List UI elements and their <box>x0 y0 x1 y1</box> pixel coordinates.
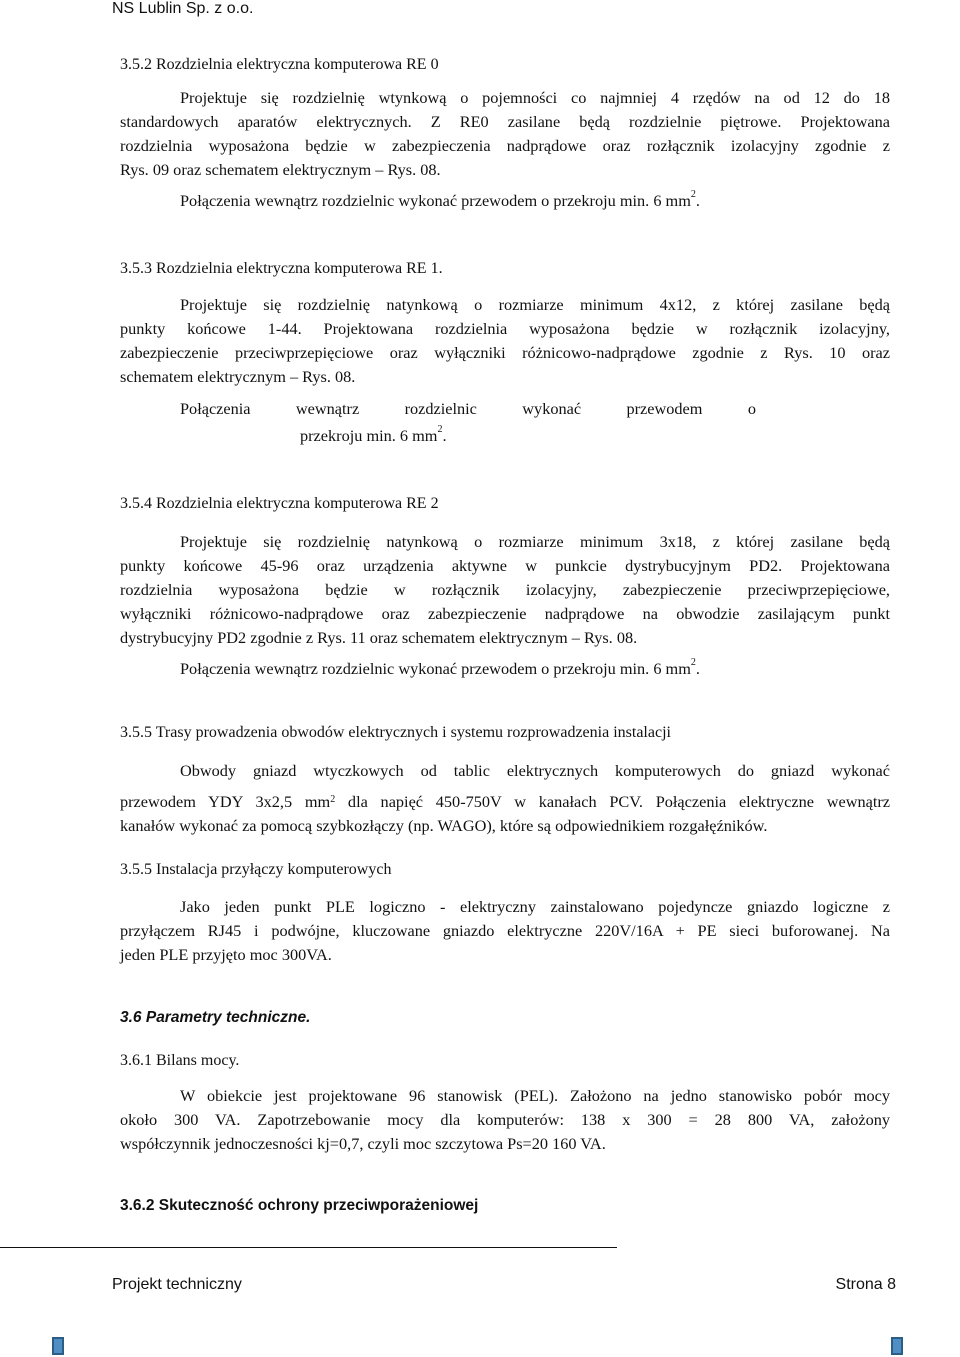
section-heading-3-5-4: 3.5.4 Rozdzielnia elektryczna komputerowa RE 2 <box>120 495 439 512</box>
section-heading-3-5-5-install: 3.5.5 Instalacja przyłączy komputerowych <box>120 861 392 878</box>
body-line: standardowych aparatów elektrycznych. Z RE0 zasilane będą rozdzielnie piętrowe. Projektowana <box>120 112 890 131</box>
connection-note-3-5-2 <box>180 191 700 211</box>
body-line: Jako jeden punkt PLE logiczno - elektryczny zainstalowano pojedyncze gniazdo logiczne z <box>180 897 890 916</box>
superscript: 2 <box>437 424 443 435</box>
connection-note-3-5-3 <box>180 399 756 419</box>
body-line: współczynnik jednoczesności kj=0,7, czyli moc szczytowa Ps=20 160 VA. <box>120 1134 606 1153</box>
body-line: W obiekcie jest projektowane 96 stanowisk (PEL). Założono na jedno stanowisko pobór mocy <box>180 1086 890 1105</box>
connection-word: przewodem <box>626 399 703 418</box>
body-line: przyłączem RJ45 i podwójne, kluczowane gniazdo elektryczne 220V/16A + PE sieci buforowanej. Na <box>120 921 890 940</box>
section-body-3-6-1 <box>120 1084 890 1156</box>
section-heading-3-6-text: 3.6 Parametry techniczne. <box>120 1009 311 1026</box>
connection-word: Połączenia <box>180 399 251 418</box>
connection-end: . <box>695 659 700 678</box>
connection-note-3-5-3-cont <box>300 426 447 446</box>
section-heading-3-6-1: 3.6.1 Bilans mocy. <box>120 1052 240 1069</box>
body-line <box>120 790 890 814</box>
footer-divider <box>0 1247 617 1248</box>
body-line: kanałów wykonać za pomocą szybkozłączy (np. WAGO), które są odpowiednikiem rozgałęźników. <box>120 816 768 835</box>
section-heading-3-6 <box>120 1009 310 1027</box>
connection-text: Połączenia wewnątrz rozdzielnic wykonać przewodem o przekroju min. 6 mm <box>180 191 691 210</box>
body-line: Projektuje się rozdzielnię natynkową o rozmiarze minimum 3x18, z której zasilane będą <box>180 532 890 551</box>
page-header-company: NS Lublin Sp. z o.o. <box>112 0 254 17</box>
connection-end: . <box>442 426 447 445</box>
section-heading-3-5-2: 3.5.2 Rozdzielnia elektryczna komputerowa RE 0 <box>120 56 439 73</box>
connection-word: o <box>747 399 756 418</box>
connection-word: rozdzielnic <box>404 399 477 418</box>
connection-note-3-5-4 <box>180 659 700 679</box>
footer-document-title: Projekt techniczny <box>112 1276 242 1293</box>
body-line: około 300 VA. Zapotrzebowanie mocy dla komputerów: 138 x 300 = 28 800 VA, założony <box>120 1110 890 1129</box>
body-line: punkty końcowe 1-44. Projektowana rozdzielnia wyposażona będzie w rozłącznik izolacyjny, <box>120 319 890 338</box>
section-heading-3-6-2: 3.6.2 Skuteczność ochrony przeciwporażeniowej <box>120 1197 479 1214</box>
section-heading-3-5-3: 3.5.3 Rozdzielnia elektryczna komputerowa RE 1. <box>120 260 443 277</box>
body-line: rozdzielnia wyposażona będzie w rozłącznik izolacyjny, zabezpieczenie przeciwprzepięciowe, <box>120 580 890 599</box>
section-body-3-5-2 <box>120 86 890 182</box>
superscript: 2 <box>690 189 696 200</box>
connection-word: wykonać <box>522 399 582 418</box>
superscript: 2 <box>690 657 696 668</box>
body-line: punkty końcowe 45-96 oraz urządzenia aktywne w punkcie dystrybucyjnym PD2. Projektowana <box>120 556 890 575</box>
footer-page-number: Strona 8 <box>835 1276 896 1293</box>
body-line: schematem elektrycznym – Rys. 08. <box>120 367 356 386</box>
section-body-3-5-5-routes <box>120 759 890 783</box>
body-line-part: dla napięć 450-750V w kanałach PCV. Połączenia elektryczne wewnątrz <box>335 792 890 811</box>
section-body-3-5-3 <box>120 293 890 389</box>
right-page-marker-icon <box>891 1337 903 1355</box>
body-line: wyłączniki różnicowo-nadprądowe oraz zabezpieczenie nadprądowe na obwodzie zasilającym punkt <box>120 604 890 623</box>
connection-text: Połączenia wewnątrz rozdzielnic wykonać przewodem o przekroju min. 6 mm <box>180 659 691 678</box>
left-page-marker-icon <box>52 1337 64 1355</box>
body-line: Projektuje się rozdzielnię natynkową o rozmiarze minimum 4x12, z której zasilane będą <box>180 295 890 314</box>
section-body-3-5-5-install <box>120 895 890 967</box>
section-heading-3-5-5-routes: 3.5.5 Trasy prowadzenia obwodów elektrycznych i systemu rozprowadzenia instalacji <box>120 724 671 741</box>
connection-word: wewnątrz <box>295 399 360 418</box>
section-body-3-5-4 <box>120 530 890 650</box>
body-line: Projektuje się rozdzielnię wtynkową o pojemności co najmniej 4 rzędów na od 12 do 18 <box>180 88 890 107</box>
body-line: rozdzielnia wyposażona będzie w zabezpieczenia nadprądowe oraz rozłącznik izolacyjny zgodnie z <box>120 136 890 155</box>
body-line: dystrybucyjny PD2 zgodnie z Rys. 11 oraz schematem elektrycznym – Rys. 08. <box>120 628 638 647</box>
superscript: 2 <box>330 794 336 805</box>
body-line: zabezpieczenie przeciwprzepięciowe oraz wyłączniki różnicowo-nadprądowe zgodnie z Rys. 10 oraz <box>120 343 890 362</box>
section-body-3-5-5-routes-cont <box>120 790 890 838</box>
body-line: jeden PLE przyjęto moc 300VA. <box>120 945 332 964</box>
body-line: Obwody gniazd wtyczkowych od tablic elektrycznych komputerowych do gniazd wykonać <box>180 761 890 780</box>
connection-text: przekroju min. 6 mm <box>300 426 438 445</box>
body-line: Rys. 09 oraz schematem elektrycznym – Rys. 08. <box>120 160 441 179</box>
connection-end: . <box>695 191 700 210</box>
body-line-part: przewodem YDY 3x2,5 mm <box>120 792 331 811</box>
